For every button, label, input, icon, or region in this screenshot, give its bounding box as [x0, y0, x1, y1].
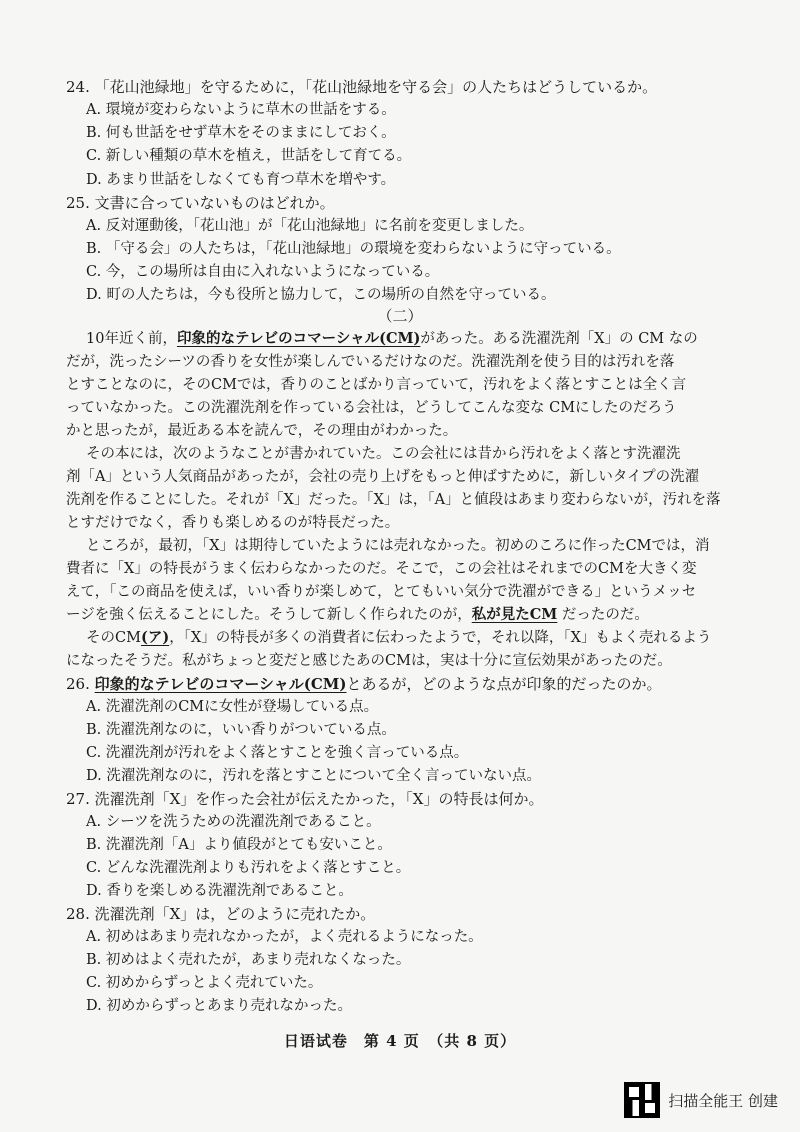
question-27: 27. 洗濯洗剤「X」を作った会社が伝えたかった，「X」の特長は何か。: [66, 790, 544, 808]
q25-option-c: C. 今，この場所は自由に入れないようになっている。: [86, 264, 440, 280]
q25-option-b: B. 「守る会」の人たちは，「花山池緑地」の環境を変わらないように守っている。: [86, 241, 621, 257]
question-24: 24. 「花山池緑地」を守るために，「花山池緑地を守る会」の人たちはどうしているか。: [66, 78, 658, 96]
passage-p2-line3: 洗剤を作ることにした。それが「X」だった。「X」は，「A」と値段はあまり変わらないが，汚れを落: [66, 492, 721, 508]
q26-option-a: A. 洗濯洗剤のCMに女性が登場している点。: [86, 699, 379, 715]
q27-option-d: D. 香りを楽しめる洗濯洗剤であること。: [86, 883, 353, 899]
q27-option-a: A. シーツを洗うための洗濯洗剤であること。: [86, 814, 381, 830]
q27-option-c: C. どんな洗濯洗剤よりも汚れをよく落とすこと。: [86, 860, 411, 876]
q28-option-b: B. 初めはよく売れたが，あまり売れなくなった。: [86, 952, 411, 968]
q26-option-d: D. 洗濯洗剤なのに，汚れを落とすことについて全く言っていない点。: [86, 768, 542, 784]
passage-p1-line1: 10年近く前，印象的なテレビのコマーシャル(CM)があった。ある洗濯洗剤「X」の CM なの: [86, 330, 698, 347]
passage-p3-line4: ージを強く伝えることにした。そうして新しく作られたのが，私が見たCM だったのだ。: [66, 606, 649, 623]
passage-p4-line1: そのCM(ア)，「X」の特長が多くの消費者に伝わったようで，それ以降，「X」もよく売れるよう: [86, 629, 712, 646]
passage-p2-line1: その本には，次のようなことが書かれていた。この会社には昔から汚れをよく落とす洗濯洗: [86, 446, 681, 462]
page-footer: 日语试卷 第 4 页 （共 8 页）: [283, 1032, 517, 1050]
question-28: 28. 洗濯洗剤「X」は，どのように売れたか。: [66, 905, 376, 923]
passage-p4-line2: になったそうだ。私がちょっと変だと感じたあのCMは，実は十分に宣伝効果があったのだ。: [66, 653, 672, 669]
qr-code-icon: [624, 1082, 660, 1118]
passage-p2-line2: 剤「A」という人気商品があったが，会社の売り上げをもっと伸ばすために，新しいタイプの洗濯: [66, 469, 700, 485]
passage-p1-line5: かと思ったが，最近ある本を読んで，その理由がわかった。: [66, 423, 458, 439]
q25-option-d: D. 町の人たちは，今も役所と協力して，この場所の自然を守っている。: [86, 287, 556, 303]
q24-option-c: C. 新しい種類の草木を植え，世話をして育てる。: [86, 148, 412, 164]
q26-option-c: C. 洗濯洗剤が汚れをよく落とすことを強く言っている点。: [86, 745, 469, 761]
watermark-text: 扫描全能王 创建: [668, 1091, 778, 1110]
blank-a: (ア): [140, 629, 170, 646]
question-25: 25. 文書に合っていないものはどれか。: [66, 194, 335, 212]
passage-p3-line2: 費者に「X」の特長がうまく伝わらなかったのだ。そこで，この会社はそれまでのCMを大きく変: [66, 561, 697, 577]
q28-option-d: D. 初めからずっとあまり売れなかった。: [86, 998, 352, 1014]
section-title: （二）: [377, 307, 423, 325]
scanner-watermark: [624, 1082, 778, 1118]
q24-option-b: B. 何も世話をせず草木をそのままにしておく。: [86, 125, 396, 141]
q24-option-d: D. あまり世話をしなくても育つ草木を増やす。: [86, 172, 396, 188]
passage-p1-line4: っていなかった。この洗濯洗剤を作っている会社は，どうしてこんな変な CMにしたのだろう: [66, 400, 677, 416]
passage-p3-line3: えて，「この商品を使えば，いい香りが楽しめて，とてもいい気分で洗濯ができる」というメッセ: [66, 584, 697, 600]
passage-p2-line4: とすだけでなく，香りも楽しめるのが特長だった。: [66, 515, 400, 531]
q24-option-a: A. 環境が変わらないように草木の世話をする。: [86, 102, 396, 118]
question-26: 26. 印象的なテレビのコマーシャル(CM)とあるが，どのような点が印象的だったのか。: [66, 675, 662, 693]
q28-option-c: C. 初めからずっとよく売れていた。: [86, 975, 323, 991]
q25-option-a: A. 反対運動後，「花山池」が「花山池緑地」に名前を変更しました。: [86, 218, 534, 234]
q27-option-b: B. 洗濯洗剤「A」より値段がとても安いこと。: [86, 837, 392, 853]
underlined-phrase-cm: 印象的なテレビのコマーシャル(CM): [176, 330, 421, 347]
passage-p3-line1: ところが，最初，「X」は期待していたようには売れなかった。初めのころに作ったCMでは，消: [86, 538, 710, 554]
passage-p1-line2: だが，洗ったシーツの香りを女性が楽しんでいるだけなのだ。洗濯洗剤を使う目的は汚れを落: [66, 354, 675, 370]
q28-option-a: A. 初めはあまり売れなかったが，よく売れるようになった。: [86, 929, 483, 945]
passage-p1-line3: とすことなのに，そのCMでは，香りのことばかり言っていて，汚れをよく落とすことは全く言: [66, 377, 687, 393]
q26-option-b: B. 洗濯洗剤なのに，いい香りがついている点。: [86, 722, 396, 738]
q26-underlined: 印象的なテレビのコマーシャル(CM): [94, 675, 347, 693]
underlined-phrase-my-cm: 私が見たCM: [471, 606, 558, 623]
